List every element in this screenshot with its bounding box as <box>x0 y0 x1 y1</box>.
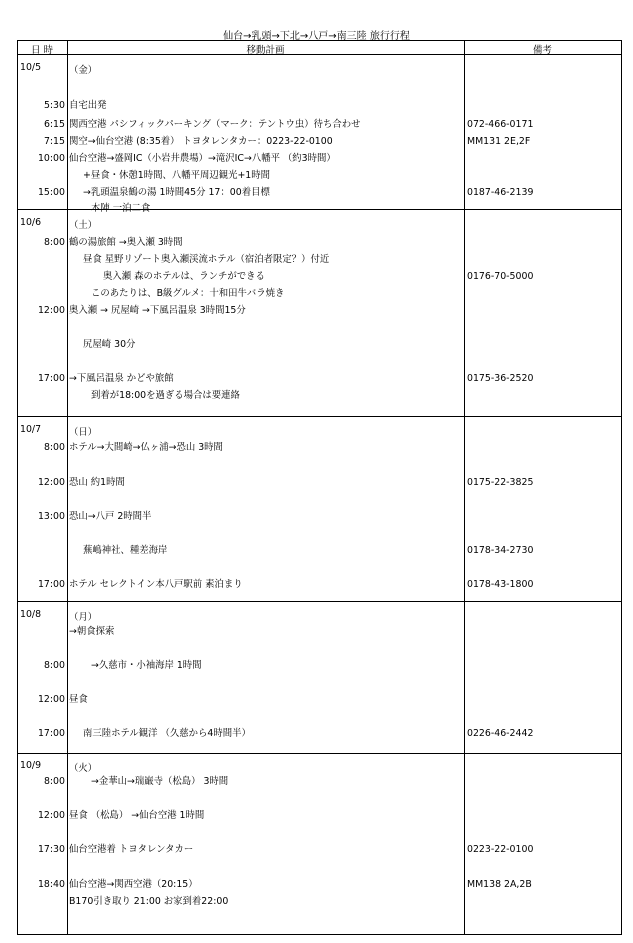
row-time: 8:00 <box>43 442 65 453</box>
table-row <box>17 844 621 856</box>
day-weekday: （金） <box>69 65 98 76</box>
table-row <box>17 203 621 215</box>
table-row <box>17 728 621 740</box>
table-row <box>17 511 621 523</box>
row-time: 10:00 <box>37 153 65 164</box>
table-row <box>17 660 621 672</box>
row-plan: →久慈市・小袖海岸 1時間 <box>91 660 202 671</box>
row-note: 0175-22-3825 <box>467 477 534 488</box>
row-time: 12:00 <box>37 305 65 316</box>
row-plan: +昼食・休憩1時間、八幡平周辺観光+1時間 <box>83 170 271 181</box>
row-note: 0175-36-2520 <box>467 373 534 384</box>
day-weekday: （土） <box>69 220 98 231</box>
table-row <box>17 694 621 706</box>
table-row <box>17 896 621 908</box>
header-notes: 備考 <box>532 45 552 56</box>
row-time: 12:00 <box>37 477 65 488</box>
row-plan: 関空→仙台空港 (8:35着） トヨタレンタカー：0223-22-0100 <box>69 136 333 147</box>
row-time: 7:15 <box>43 136 65 147</box>
day-date: 10/5 <box>20 62 42 73</box>
table-row <box>17 776 621 788</box>
row-plan: ホテル セレクトイン本八戸駅前 素泊まり <box>69 579 243 590</box>
row-plan: 昼食 <box>69 694 88 705</box>
day-weekday: （月） <box>69 612 98 623</box>
table-border-right <box>621 40 622 935</box>
row-plan: ホテル→大間崎→仏ヶ浦→恐山 3時間 <box>69 442 223 453</box>
row-note: 0226-46-2442 <box>467 728 534 739</box>
row-note: MM131 2E,2F <box>467 136 531 147</box>
table-row <box>17 305 621 317</box>
table-row <box>17 288 621 300</box>
row-time: 15:00 <box>37 187 65 198</box>
row-note: 0178-43-1800 <box>467 579 534 590</box>
row-plan: 恐山 約1時間 <box>69 477 125 488</box>
row-time: 12:00 <box>37 810 65 821</box>
row-plan: →金華山→瑞巌寺（松島） 3時間 <box>91 776 229 787</box>
row-plan: 仙台空港→関西空港（20:15） <box>69 879 198 890</box>
row-plan: 自宅出発 <box>69 100 107 111</box>
row-plan: 昼食 （松島） →仙台空港 1時間 <box>69 810 205 821</box>
day-divider <box>17 416 622 417</box>
row-note: 0176-70-5000 <box>467 271 534 282</box>
row-time: 17:00 <box>37 579 65 590</box>
day-date: 10/7 <box>20 424 42 435</box>
day-weekday: （日） <box>69 427 98 438</box>
row-plan: →朝食探索 <box>69 626 115 637</box>
row-plan: 奥入瀬 森のホテルは、ランチができる <box>103 271 265 282</box>
table-row <box>17 339 621 351</box>
table-row <box>17 271 621 283</box>
row-plan: 本陣 一泊二食 <box>91 203 151 214</box>
header-date: 日 時 <box>30 45 54 56</box>
row-note: 0223-22-0100 <box>467 844 534 855</box>
row-time: 8:00 <box>43 237 65 248</box>
day-divider <box>17 753 622 754</box>
row-plan: 尻屋崎 30分 <box>83 339 136 350</box>
row-plan: 到着が18:00を過ぎる場合は要連絡 <box>91 390 240 401</box>
table-row <box>17 810 621 822</box>
row-plan: 恐山→八戸 2時間半 <box>69 511 152 522</box>
row-plan: 関西空港 パシフィックパーキング（マーク：テントウ虫）待ち合わせ <box>69 119 361 130</box>
row-time: 18:40 <box>37 879 65 890</box>
table-row <box>17 170 621 182</box>
row-time: 8:00 <box>43 660 65 671</box>
row-plan: 昼食 星野リゾート奥入瀬渓流ホテル（宿泊者限定？）付近 <box>83 254 330 265</box>
row-note: 0187-46-2139 <box>467 187 534 198</box>
day-weekday: （火） <box>69 763 98 774</box>
row-plan: 仙台空港着 トヨタレンタカー <box>69 844 194 855</box>
itinerary-table <box>17 40 622 935</box>
row-time: 17:00 <box>37 373 65 384</box>
row-plan: 鶴の湯旅館 →奥入瀬 3時間 <box>69 237 183 248</box>
row-time: 6:15 <box>43 119 65 130</box>
row-plan: 奥入瀬 → 尻屋崎 →下風呂温泉 3時間15分 <box>69 305 246 316</box>
table-row <box>17 254 621 266</box>
table-row <box>17 442 621 454</box>
table-row <box>17 187 621 199</box>
row-plan: このあたりは、B級グルメ：十和田牛バラ焼き <box>91 288 285 299</box>
table-row <box>17 100 621 112</box>
row-plan: B170引き取り 21:00 お家到着22:00 <box>69 896 229 907</box>
table-row <box>17 153 621 165</box>
day-date: 10/9 <box>20 760 42 771</box>
row-note: 0178-34-2730 <box>467 545 534 556</box>
table-row <box>17 373 621 385</box>
table-row <box>17 237 621 249</box>
row-plan: →乳頭温泉鶴の湯 1時間45分 17：00着目標 <box>83 187 270 198</box>
row-plan: 蕪嶋神社、種差海岸 <box>83 545 168 556</box>
table-row <box>17 626 621 638</box>
row-time: 13:00 <box>37 511 65 522</box>
row-plan: 南三陸ホテル観洋 （久慈から4時間半） <box>83 728 251 739</box>
row-time: 8:00 <box>43 776 65 787</box>
row-note: MM138 2A,2B <box>467 879 532 890</box>
table-row <box>17 879 621 891</box>
row-plan: →下風呂温泉 かどや旅館 <box>69 373 174 384</box>
table-row <box>17 477 621 489</box>
row-time: 17:30 <box>37 844 65 855</box>
table-row <box>17 579 621 591</box>
row-time: 12:00 <box>37 694 65 705</box>
table-row <box>17 545 621 557</box>
day-date: 10/8 <box>20 609 42 620</box>
row-time: 5:30 <box>43 100 65 111</box>
table-row <box>17 390 621 402</box>
document-title: 仙台→乳頭→下北→八戸→南三陸 旅行行程 <box>223 31 410 42</box>
row-note: 072-466-0171 <box>467 119 534 130</box>
row-plan: 仙台空港→盛岡IC（小岩井農場）→滝沢IC→八幡平 （約3時間） <box>69 153 336 164</box>
table-border-bottom <box>17 934 622 935</box>
day-divider <box>17 601 622 602</box>
table-row <box>17 136 621 148</box>
header-plan: 移動計画 <box>246 45 285 56</box>
row-time: 17:00 <box>37 728 65 739</box>
table-row <box>17 119 621 131</box>
table-border-top <box>17 40 622 41</box>
day-date: 10/6 <box>20 217 42 228</box>
